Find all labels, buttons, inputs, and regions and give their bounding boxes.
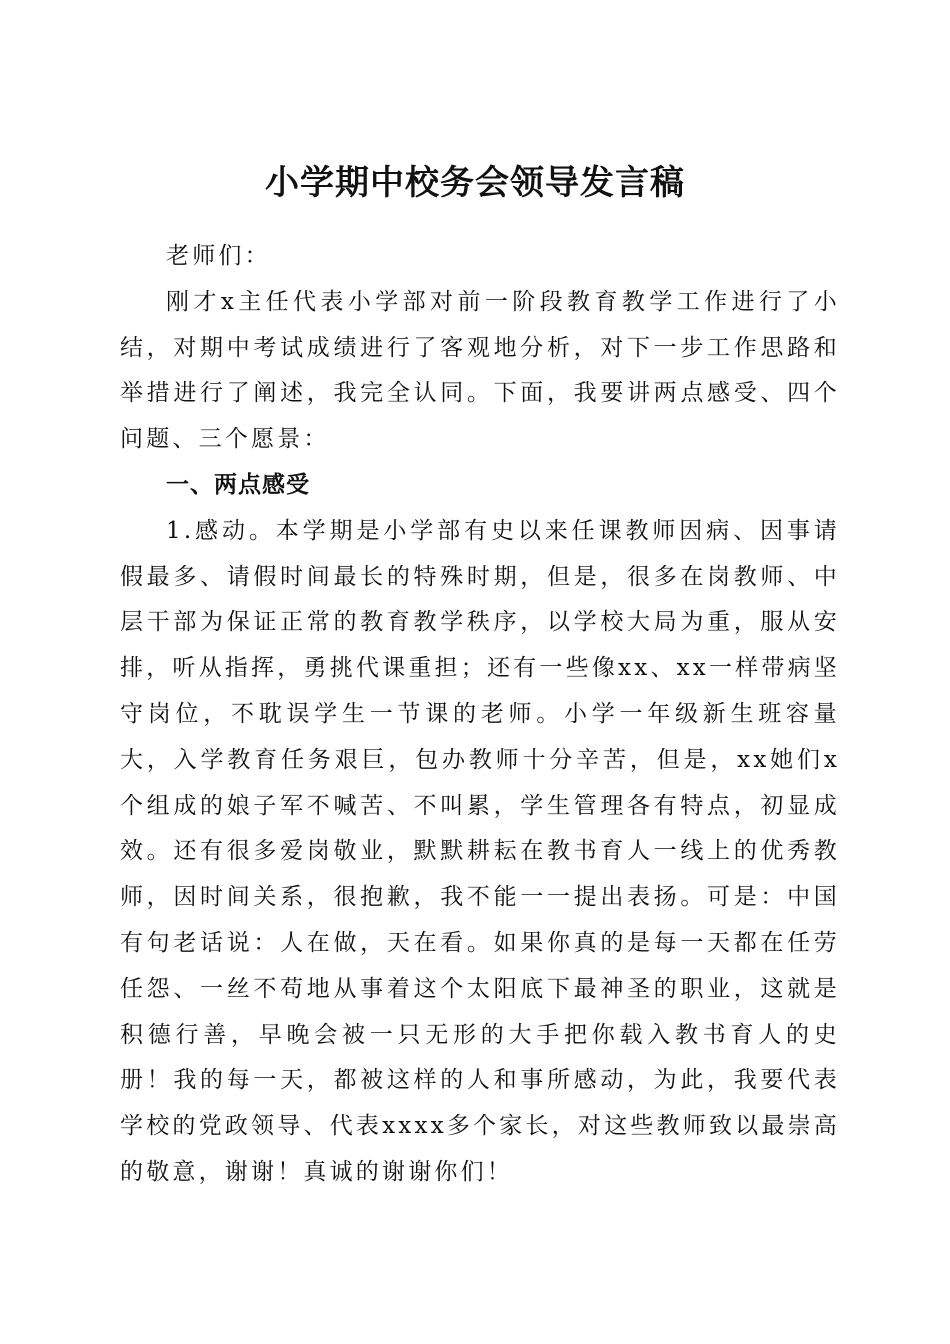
document-title: 小学期中校务会领导发言稿 — [265, 162, 685, 203]
section-heading: 一、两点感受 — [166, 471, 310, 498]
salutation: 老师们： — [166, 243, 271, 269]
section-paragraph: 1.感动。本学期是小学部有史以来任课教师因病、因事请假最多、请假时间最长的特殊时期，但是，很多在岗教师、中层干部为保证正常的教育教学秩序，以学校大局为重，服从安排，听从指挥，勇挑代课重担；还有一些像xx、xx一样带病坚守岗位，不耽误学生一节课的老师。小学一年级新生班容量大，入学教育任务艰巨，包办教师十分辛苦，但是，xx她们x个组成的娘子军不喊苦、不叫累，学生管理各有特点，初显成效。还有很多爱岗敬业，默默耕耘在教书育人一线上的优秀教师，因时间关系，很抱歉，我不能一一提出表扬。可是：中国有句老话说：人在做，天在看。如果你真的是每一天都在任劳任怨、一丝不苟地从事着这个太阳底下最神圣的职业，这就是积德行善，早晚会被一只无形的大手把你载入教书育人的史册！我的每一天，都被这样的人和事所感动，为此，我要代表学校的党政领导、代表xxxx多个家长，对这些教师致以最崇高的敬意，谢谢！真诚的谢谢你们！ — [120, 517, 840, 1185]
document-body — [120, 234, 840, 1196]
intro-paragraph: 刚才x主任代表小学部对前一阶段教育教学工作进行了小结，对期中考试成绩进行了客观地分析，对下一步工作思路和举措进行了阐述，我完全认同。下面，我要讲两点感受、四个问题、三个愿景： — [120, 288, 840, 453]
